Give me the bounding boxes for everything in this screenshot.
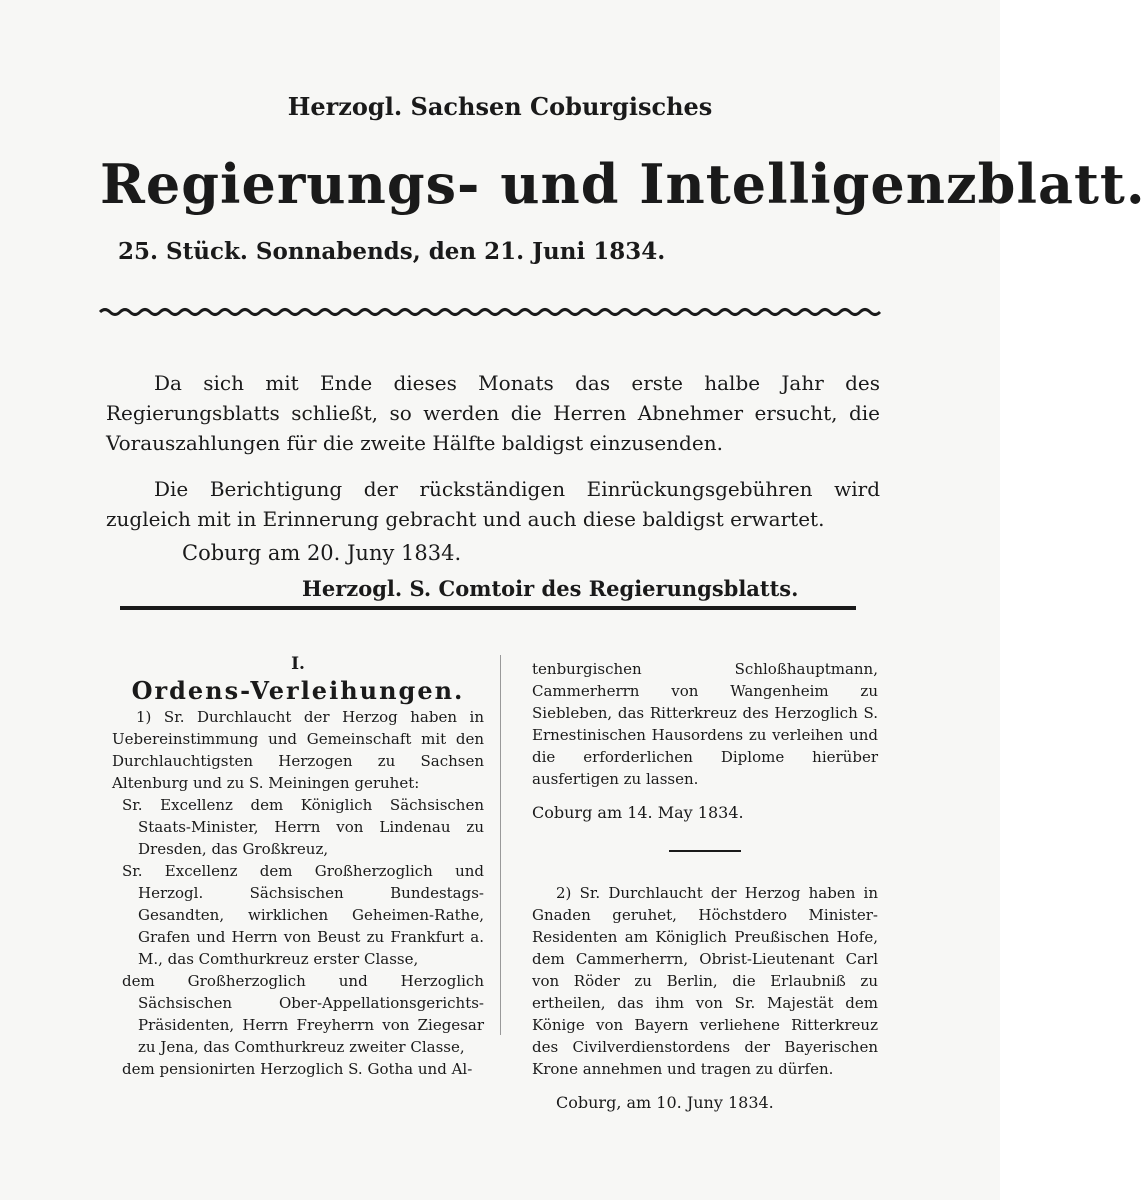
decree-item-3: dem Großherzoglich und Herzoglich Sächsischen Ober-Appellationsgerichts-Präsidenten, Herrn Freyherrn von Ziegesar zu Jena, das Comthurkreuz zweiter Classe, <box>122 972 484 1056</box>
masthead-subtitle: Herzogl. Sachsen Coburgisches <box>287 92 713 121</box>
section-number: I. <box>291 654 305 674</box>
masthead-title: Regierungs- und Intelligenzblatt. <box>100 152 1146 216</box>
decree-dateline-1: Coburg am 14. May 1834. <box>532 803 744 822</box>
section-divider <box>120 606 856 610</box>
decree-item-1: Sr. Excellenz dem Königlich Sächsischen Staats-Minister, Herrn von Lindenau zu Dresden, das Großkreuz, <box>122 796 484 858</box>
notice-paragraph-1: Da sich mit Ende dieses Monats das erste halbe Jahr des Regierungsblatts schließt, so werden die Herren Abnehmer ersucht, die Vorauszahlungen für die zweite Hälfte baldigst einzusenden. <box>106 371 880 455</box>
left-column <box>112 652 484 1080</box>
decree-intro: 1) Sr. Durchlaucht der Herzog haben in Uebereinstimmung und Gemeinschaft mit den Durchlauchtigsten Herzogen zu Sachsen Altenburg und zu S. Meiningen geruhet: <box>112 708 484 792</box>
notice-dateline: Coburg am 20. Juny 1834. <box>182 541 462 565</box>
decree-item-2: Sr. Excellenz dem Großherzoglich und Herzogl. Sächsischen Bundestags-Gesandten, wirklichen Geheimen-Rathe, Grafen und Herrn von Beust zu Frankfurt a. M., das Comthurkreuz erster Classe, <box>122 862 484 968</box>
decree-dateline-2: Coburg, am 10. Juny 1834. <box>556 1093 774 1112</box>
issue-line: 25. Stück. Sonnabends, den 21. Juni 1834. <box>118 238 666 265</box>
right-column <box>532 658 878 1114</box>
notice-signature: Herzogl. S. Comtoir des Regierungsblatts. <box>302 576 799 601</box>
short-divider <box>669 850 741 852</box>
decree-continuation: tenburgischen Schloßhauptmann, Cammerherrn von Wangenheim zu Siebleben, das Ritterkreuz des Herzoglich S. Ernestinischen Hausordens zu verleihen und die erforderlichen Diplome hierüber ausfertigen zu lassen. <box>532 660 878 788</box>
decree-paragraph-2: 2) Sr. Durchlaucht der Herzog haben in Gnaden geruhet, Höchstdero Minister-Residenten am Königlich Preußischen Hofe, dem Cammerherrn, Obrist-Lieutenant Carl von Röder zu Berlin, die Erlaubniß zu ertheilen, das ihm von Sr. Majestät dem Könige von Bayern verliehene Ritterkreuz des Civilverdienstordens der Bayerischen Krone annehmen und tragen zu dürfen. <box>532 884 878 1078</box>
decree-item-4: dem pensionirten Herzoglich S. Gotha und Al- <box>122 1060 473 1078</box>
subscription-notice <box>106 368 880 604</box>
section-title: Ordens-Verleihungen. <box>131 676 465 705</box>
column-divider <box>500 655 501 1035</box>
notice-paragraph-2: Die Berichtigung der rückständigen Einrückungsgebühren wird zugleich mit in Erinnerung gebracht und auch diese baldigst erwartet. <box>106 477 880 531</box>
wavy-divider <box>100 306 880 318</box>
